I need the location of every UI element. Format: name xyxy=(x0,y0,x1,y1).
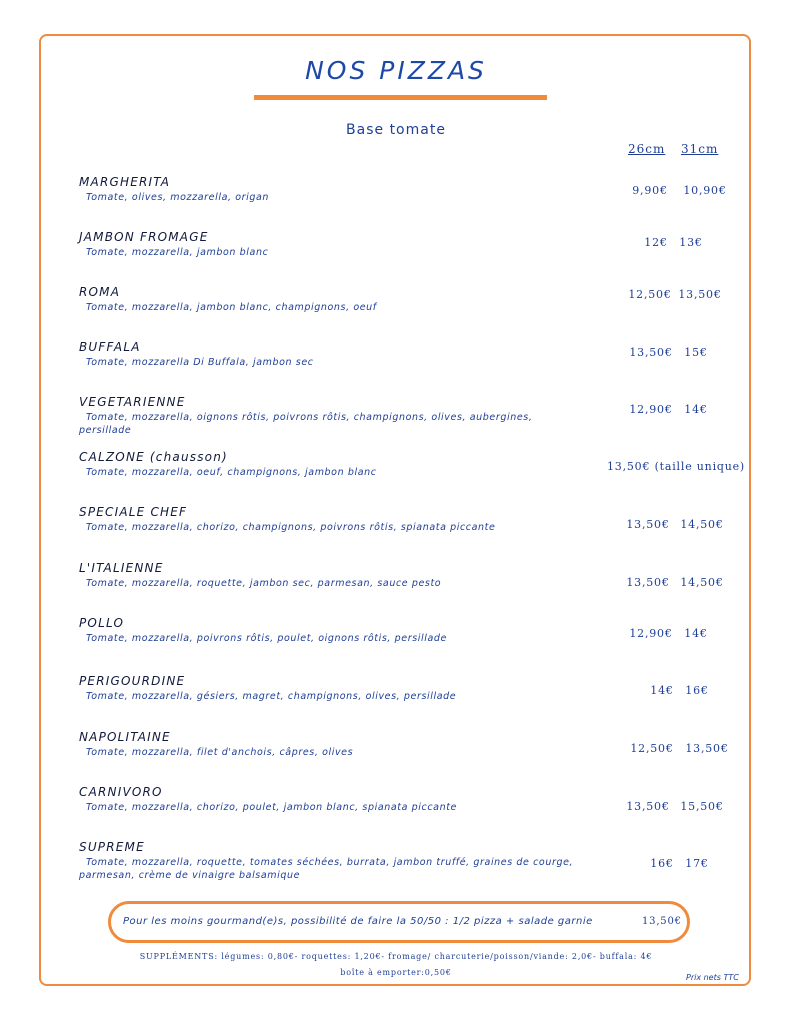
page-title: NOS PIZZAS xyxy=(305,56,487,85)
title-underline xyxy=(254,95,547,100)
item-description: Tomate, mozzarella Di Buffala, jambon sec xyxy=(86,357,314,368)
item-description: Tomate, mozzarella, roquette, jambon sec, parmesan, sauce pesto xyxy=(86,578,442,589)
item-name: MARGHERITA xyxy=(79,175,171,189)
item-description: Tomate, mozzarella, filet d'anchois, câpres, olives xyxy=(86,747,354,758)
section-subtitle: Base tomate xyxy=(346,122,446,138)
item-description: Tomate, olives, mozzarella, origan xyxy=(86,192,270,203)
item-description: Tomate, mozzarella, poivrons rôtis, poulet, oignons rôtis, persillade xyxy=(86,633,447,644)
item-name: SPECIALE CHEF xyxy=(79,505,188,519)
offer-price: 13,50€ xyxy=(642,916,682,927)
item-name: L'ITALIENNE xyxy=(79,561,164,575)
item-description: Tomate, mozzarella, gésiers, magret, champignons, olives, persillade xyxy=(86,691,457,702)
item-description: Tomate, mozzarella, oignons rôtis, poivrons rôtis, champignons, olives, aubergines, persillade xyxy=(79,412,533,436)
item-name: CALZONE (chausson) xyxy=(79,450,228,464)
size-header-31: 31cm xyxy=(681,142,719,156)
item-name: CARNIVORO xyxy=(79,785,163,799)
item-name: NAPOLITAINE xyxy=(79,730,171,744)
supplements-line: SUPPLÉMENTS: légumes: 0,80€- roquettes: 1,20€- fromage/ charcuterie/poisson/viande: 2,0€- buffala: 4€ xyxy=(139,952,653,961)
item-description: Tomate, mozzarella, jambon blanc, champignons, oeuf xyxy=(86,302,377,313)
item-description: Tomate, mozzarella, jambon blanc xyxy=(86,247,269,258)
item-name: VEGETARIENNE xyxy=(79,395,186,409)
takeaway-box-line: boîte à emporter:0,50€ xyxy=(340,968,452,977)
item-name: JAMBON FROMAGE xyxy=(79,230,209,244)
half-half-offer xyxy=(108,901,690,943)
item-description: Tomate, mozzarella, oeuf, champignons, jambon blanc xyxy=(86,467,377,478)
item-description: Tomate, mozzarella, roquette, tomates séchées, burrata, jambon truffé, graines de courge, parmesan, crème de vinaigre balsamique xyxy=(79,857,574,881)
item-name: SUPREME xyxy=(79,840,145,854)
item-name: ROMA xyxy=(79,285,121,299)
item-name: POLLO xyxy=(79,616,125,630)
offer-text: Pour les moins gourmand(e)s, possibilité de faire la 50/50 : 1/2 pizza + salade garnie xyxy=(123,916,593,927)
item-name: PERIGOURDINE xyxy=(79,674,186,688)
size-header-26: 26cm xyxy=(628,142,666,156)
prices-ttc-note: Prix nets TTC xyxy=(686,973,739,982)
item-name: BUFFALA xyxy=(79,340,141,354)
item-description: Tomate, mozzarella, chorizo, champignons, poivrons rôtis, spianata piccante xyxy=(86,522,496,533)
item-description: Tomate, mozzarella, chorizo, poulet, jambon blanc, spianata piccante xyxy=(86,802,457,813)
